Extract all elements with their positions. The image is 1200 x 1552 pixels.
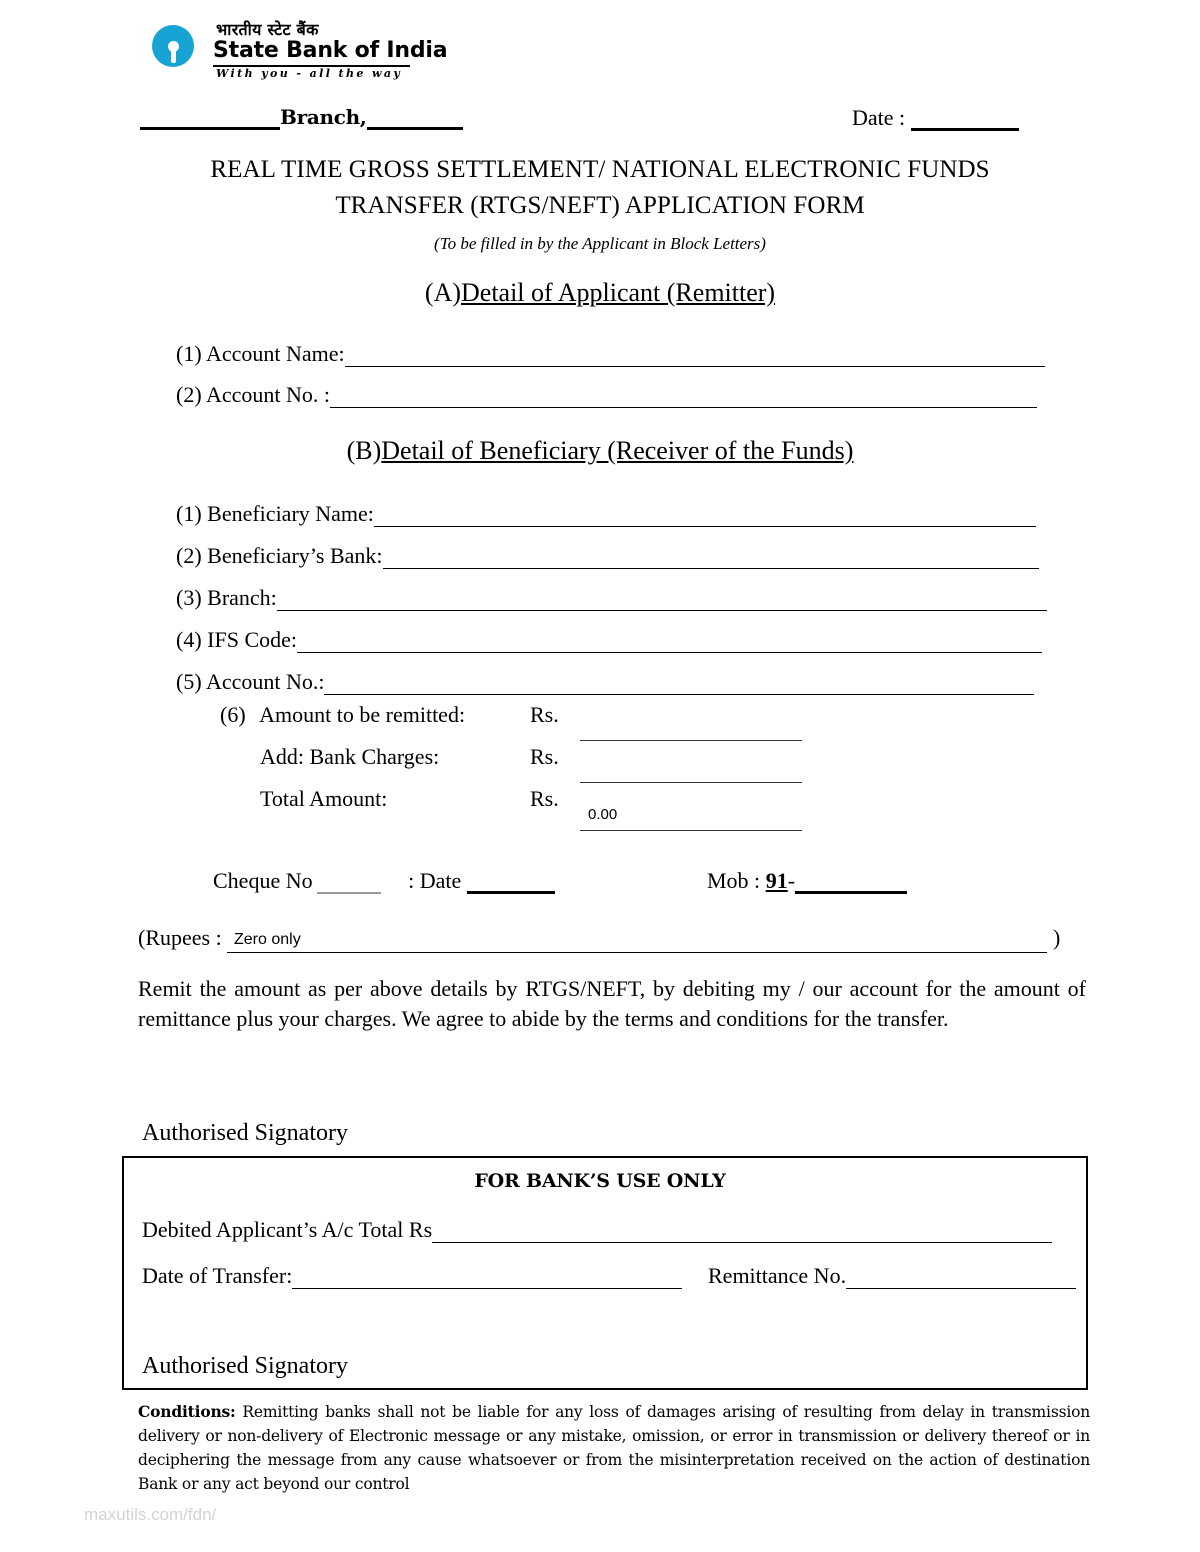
currency-label: Rs. (530, 744, 559, 769)
bank-name-english: State Bank of India (213, 38, 448, 63)
amount-row-remitted (220, 702, 800, 728)
branch-date-row (140, 105, 1060, 137)
bank-name-hindi: भारतीय स्टेट बैंक (216, 20, 319, 39)
field-ifs-code (176, 627, 1042, 653)
currency-label: Rs. (530, 702, 559, 727)
cheque-date-input[interactable] (467, 874, 555, 894)
cheque-no-label: Cheque No (213, 868, 313, 893)
amount-label: Total Amount: (260, 786, 388, 811)
field-number: (2) (176, 543, 202, 568)
field-label: Branch: (207, 585, 277, 610)
currency-label: Rs. (530, 786, 559, 811)
branch-name-input[interactable] (140, 109, 280, 130)
conditions-body: Remitting banks shall not be liable for any loss of damages arising of resulting from delay in transmission delivery or non-delivery of Electronic message or any mistake, omission, or error in transmission or delivery thereof or in deciphering the message from any cause whatsoever or from the misinterpretation received on the action of destination Bank or any act beyond our control (138, 1403, 1090, 1493)
cheque-date-separator: : (408, 868, 415, 893)
cheque-date-label: Date (419, 868, 462, 893)
amount-label: Amount to be remitted: (259, 702, 466, 727)
amount-row-total (220, 786, 800, 823)
rupees-colon: : (215, 925, 222, 950)
date-group (852, 105, 1019, 131)
field-number: (5) (176, 669, 202, 694)
field-account-name (176, 341, 1045, 367)
date-of-transfer-input[interactable] (292, 1269, 682, 1289)
field-label: IFS Code: (207, 627, 298, 652)
applicant-authorised-signatory-label: Authorised Signatory (142, 1120, 348, 1146)
field-beneficiary-name (176, 501, 1036, 527)
date-colon: : (899, 105, 906, 130)
mobile-country-code: 91 (765, 868, 788, 893)
amount-remitted-input[interactable] (580, 740, 802, 741)
field-beneficiary-branch (176, 585, 1047, 611)
section-b-marker: (B) (346, 436, 382, 465)
amount-label: Add: Bank Charges: (260, 744, 440, 769)
form-title-line-1: REAL TIME GROSS SETTLEMENT/ NATIONAL ELECTRONIC FUNDS (210, 156, 990, 183)
mobile-group (707, 868, 907, 894)
remittance-no-label: Remittance No. (708, 1263, 847, 1288)
field-beneficiary-account-number (176, 669, 1034, 695)
conditions-heading: Conditions: (138, 1402, 236, 1421)
mobile-label: Mob : (707, 868, 761, 893)
debited-amount-label: Debited Applicant’s A/c Total Rs (142, 1217, 433, 1242)
bank-authorised-signatory-label: Authorised Signatory (142, 1353, 348, 1379)
beneficiary-bank-input[interactable] (383, 549, 1039, 569)
total-amount-value: 0.00 (588, 806, 618, 823)
section-a-heading (0, 278, 1200, 308)
total-amount-input[interactable] (580, 830, 802, 831)
section-a-title: Detail of Applicant (Remitter) (461, 278, 776, 307)
beneficiary-account-number-input[interactable] (324, 675, 1034, 695)
field-label: Account Name: (205, 341, 345, 366)
rupees-in-words-value: Zero only (234, 931, 301, 948)
section-b-heading (0, 436, 1200, 466)
bank-tagline: With you - all the way (216, 67, 403, 80)
bank-use-title: FOR BANK’S USE ONLY (474, 1170, 726, 1192)
mobile-number-input[interactable] (795, 874, 907, 894)
beneficiary-name-input[interactable] (374, 507, 1036, 527)
keyhole-stem-shape (171, 49, 176, 63)
cheque-date-mobile-row (213, 868, 796, 894)
form-subtitle: (To be filled in by the Applicant in Block Letters) (434, 234, 766, 253)
ifs-code-input[interactable] (297, 633, 1042, 653)
amount-number: (6) (220, 702, 246, 727)
field-beneficiary-bank (176, 543, 1039, 569)
page-title (0, 152, 1200, 224)
field-label: Beneficiary’s Bank: (207, 543, 383, 568)
section-a-marker: (A) (424, 278, 461, 307)
date-label: Date (852, 105, 894, 130)
remittance-group (708, 1263, 1076, 1289)
declaration-text: Remit the amount as per above details by RTGS/NEFT, by debiting my / our account for the amount of remittance plus your charges. We agree to abide by the terms and conditions for the transfer. (138, 976, 1086, 1031)
field-number: (3) (176, 585, 202, 610)
debited-amount-input[interactable] (432, 1223, 1052, 1243)
account-number-input[interactable] (330, 388, 1037, 408)
branch-code-input[interactable] (367, 109, 463, 130)
date-of-transfer-label: Date of Transfer: (142, 1263, 293, 1288)
rupees-open-paren: (Rupees (138, 925, 211, 950)
field-account-number (176, 382, 1037, 408)
rupees-in-words-input[interactable] (227, 952, 1047, 953)
field-number: (4) (176, 627, 202, 652)
field-label: Account No.: (205, 669, 325, 694)
remittance-no-input[interactable] (846, 1269, 1076, 1289)
branch-label: Branch, (280, 105, 367, 129)
field-number: (1) (176, 501, 202, 526)
debited-amount-row (142, 1217, 1052, 1243)
mobile-dash: - (787, 868, 796, 893)
account-name-input[interactable] (345, 347, 1045, 367)
form-title-line-2: TRANSFER (RTGS/NEFT) APPLICATION FORM (335, 192, 865, 219)
field-label: Account No. : (205, 382, 330, 407)
date-input[interactable] (911, 110, 1019, 131)
sbi-logo (152, 18, 448, 80)
beneficiary-branch-input[interactable] (277, 591, 1047, 611)
sbi-keyhole-logo-icon (152, 25, 194, 67)
source-watermark: maxutils.com/fdn/ (84, 1505, 217, 1524)
field-label: Beneficiary Name: (207, 501, 374, 526)
amount-row-bank-charges (220, 744, 800, 770)
rupees-close-paren: ) (1053, 925, 1061, 950)
transfer-details-row (142, 1263, 847, 1289)
rupees-in-words-row (138, 925, 1078, 951)
field-number: (1) (176, 341, 202, 366)
field-number: (2) (176, 382, 202, 407)
bank-charges-input[interactable] (580, 782, 802, 783)
section-b-title: Detail of Beneficiary (Receiver of the Funds) (381, 436, 854, 465)
conditions-paragraph (138, 1400, 1090, 1496)
cheque-no-input[interactable] (317, 875, 381, 894)
